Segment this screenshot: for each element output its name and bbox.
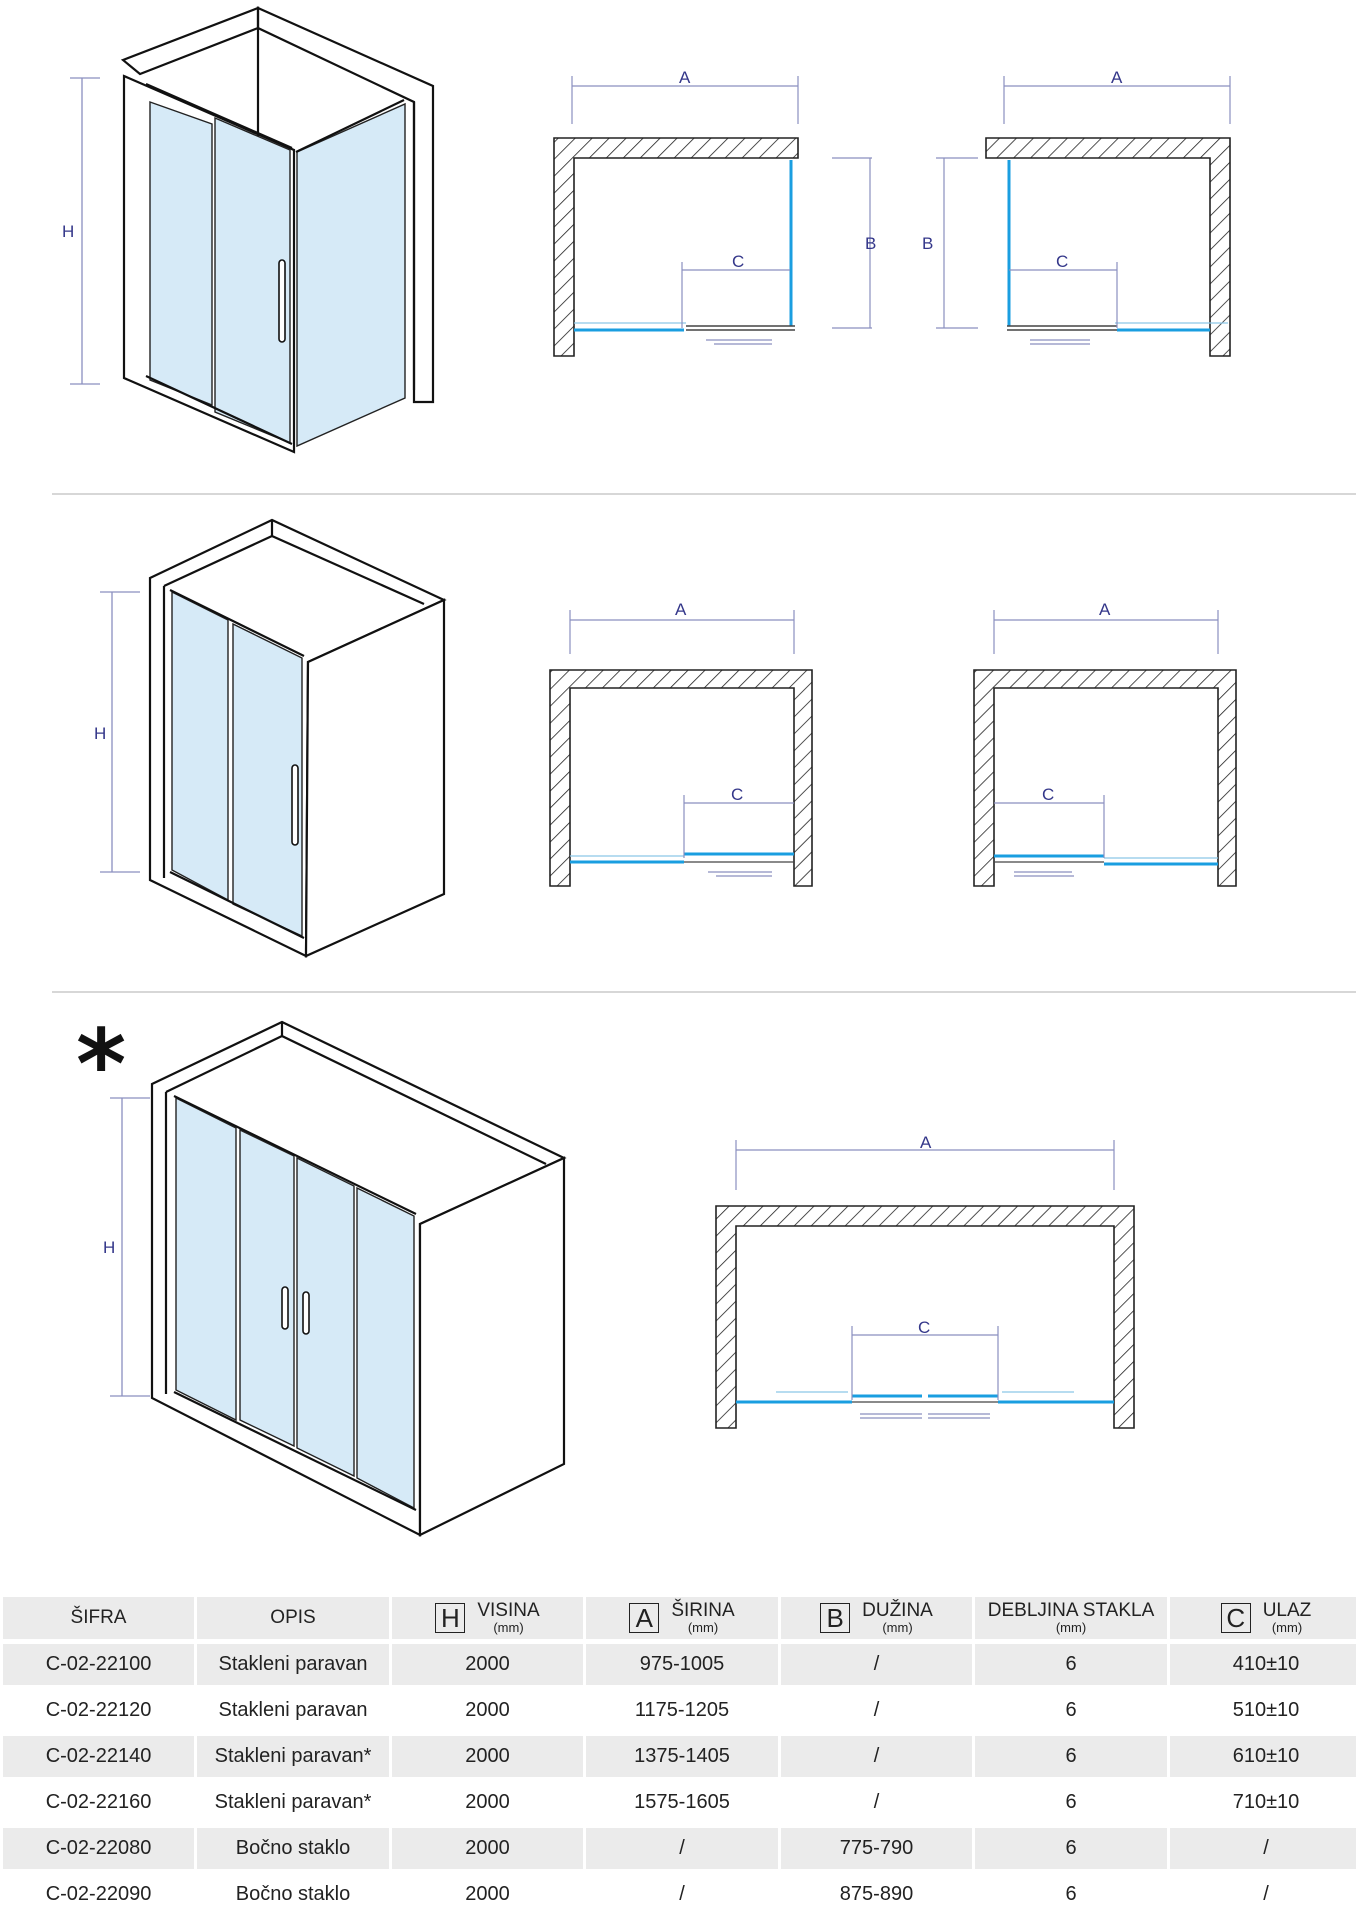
header-visina [392, 1597, 583, 1639]
table-row [3, 1690, 1356, 1731]
cell-sifra: C-02-22080 [3, 1828, 194, 1869]
table-row [3, 1644, 1356, 1685]
cell-sirina: 1375-1405 [586, 1736, 778, 1777]
header-debljina-label: DEBLJINA STAKLA [987, 1600, 1155, 1622]
plan-view-2a [550, 600, 812, 886]
star-mark: * [76, 1009, 127, 1121]
plan-view-3 [716, 1133, 1134, 1428]
label-c-2b: C [1042, 785, 1055, 804]
cell-visina: 2000 [392, 1690, 583, 1731]
cell-debljina: 6 [975, 1828, 1167, 1869]
cell-duzina: 875-890 [781, 1874, 972, 1915]
cell-opis: Stakleni paravan [197, 1644, 389, 1685]
letter-c-icon: C [1221, 1603, 1251, 1633]
cell-sirina: 1575-1605 [586, 1782, 778, 1823]
label-a-1a: A [679, 68, 691, 87]
cell-debljina: 6 [975, 1874, 1167, 1915]
header-sirina [586, 1597, 778, 1639]
cell-sifra: C-02-22090 [3, 1874, 194, 1915]
header-duzina-label: DUŽINA [862, 1600, 933, 1622]
cell-debljina: 6 [975, 1690, 1167, 1731]
label-c-1b: C [1056, 252, 1069, 271]
plan-view-2b [974, 600, 1236, 886]
header-ulaz [1170, 1597, 1356, 1639]
dim-h-1 [70, 78, 100, 384]
table-row [3, 1828, 1356, 1869]
specification-table [0, 1592, 1356, 1920]
cell-ulaz: / [1170, 1874, 1356, 1915]
iso-view-corner-enclosure [123, 8, 433, 452]
header-ulaz-unit: (mm) [1271, 1620, 1303, 1636]
header-duzina-unit: (mm) [882, 1620, 913, 1636]
cell-visina: 2000 [392, 1782, 583, 1823]
cell-sirina: 1175-1205 [586, 1690, 778, 1731]
cell-opis: Stakleni paravan* [197, 1736, 389, 1777]
label-c-3: C [918, 1318, 931, 1337]
cell-duzina: 775-790 [781, 1828, 972, 1869]
header-debljina-unit: (mm) [1055, 1620, 1087, 1636]
table-row [3, 1874, 1356, 1915]
letter-b-icon: B [820, 1603, 850, 1633]
cell-sirina: / [586, 1828, 778, 1869]
label-b-1b: B [922, 234, 934, 253]
header-sirina-label: ŠIRINA [671, 1600, 735, 1622]
cell-debljina: 6 [975, 1644, 1167, 1685]
label-h-3: H [103, 1238, 116, 1257]
cell-ulaz: 410±10 [1170, 1644, 1356, 1685]
label-a-3: A [920, 1133, 932, 1152]
label-c-1a: C [732, 252, 745, 271]
cell-visina: 2000 [392, 1874, 583, 1915]
cell-visina: 2000 [392, 1736, 583, 1777]
cell-visina: 2000 [392, 1644, 583, 1685]
header-debljina [975, 1597, 1167, 1639]
label-a-2a: A [675, 600, 687, 619]
letter-a-icon: A [629, 1603, 659, 1633]
header-opis-label: OPIS [270, 1607, 316, 1628]
cell-ulaz: / [1170, 1828, 1356, 1869]
cell-opis: Bočno staklo [197, 1828, 389, 1869]
label-a-2b: A [1099, 600, 1111, 619]
cell-duzina: / [781, 1782, 972, 1823]
header-sifra-label: ŠIFRA [70, 1607, 127, 1628]
header-visina-label: VISINA [477, 1600, 540, 1622]
label-a-1b: A [1111, 68, 1123, 87]
header-ulaz-label: ULAZ [1262, 1600, 1312, 1622]
dim-h-3 [110, 1098, 150, 1396]
cell-opis: Bočno staklo [197, 1874, 389, 1915]
cell-debljina: 6 [975, 1736, 1167, 1777]
header-visina-unit: (mm) [493, 1620, 524, 1636]
cell-duzina: / [781, 1644, 972, 1685]
label-h-2: H [94, 724, 107, 743]
cell-duzina: / [781, 1690, 972, 1731]
label-c-2a: C [731, 785, 744, 804]
header-opis [197, 1597, 389, 1639]
label-b-1a: B [865, 234, 877, 253]
header-sifra [3, 1597, 194, 1639]
cell-sifra: C-02-22160 [3, 1782, 194, 1823]
cell-sifra: C-02-22100 [3, 1644, 194, 1685]
table-row [3, 1736, 1356, 1777]
cell-ulaz: 610±10 [1170, 1736, 1356, 1777]
cell-opis: Stakleni paravan* [197, 1782, 389, 1823]
cell-sirina: 975-1005 [586, 1644, 778, 1685]
plan-view-1b [922, 68, 1230, 356]
cell-sifra: C-02-22120 [3, 1690, 194, 1731]
cell-sifra: C-02-22140 [3, 1736, 194, 1777]
header-duzina [781, 1597, 972, 1639]
cell-visina: 2000 [392, 1828, 583, 1869]
cell-debljina: 6 [975, 1782, 1167, 1823]
letter-h-icon: H [435, 1603, 465, 1633]
cell-sirina: / [586, 1874, 778, 1915]
table-row [3, 1782, 1356, 1823]
label-h-1: H [62, 222, 75, 241]
iso-view-niche-enclosure [150, 520, 444, 956]
plan-view-1a [554, 68, 876, 356]
cell-opis: Stakleni paravan [197, 1690, 389, 1731]
cell-ulaz: 710±10 [1170, 1782, 1356, 1823]
header-sirina-unit: (mm) [687, 1620, 719, 1636]
iso-view-wide-enclosure [152, 1022, 564, 1535]
table-header-row [3, 1597, 1356, 1639]
cell-ulaz: 510±10 [1170, 1690, 1356, 1731]
cell-duzina: / [781, 1736, 972, 1777]
